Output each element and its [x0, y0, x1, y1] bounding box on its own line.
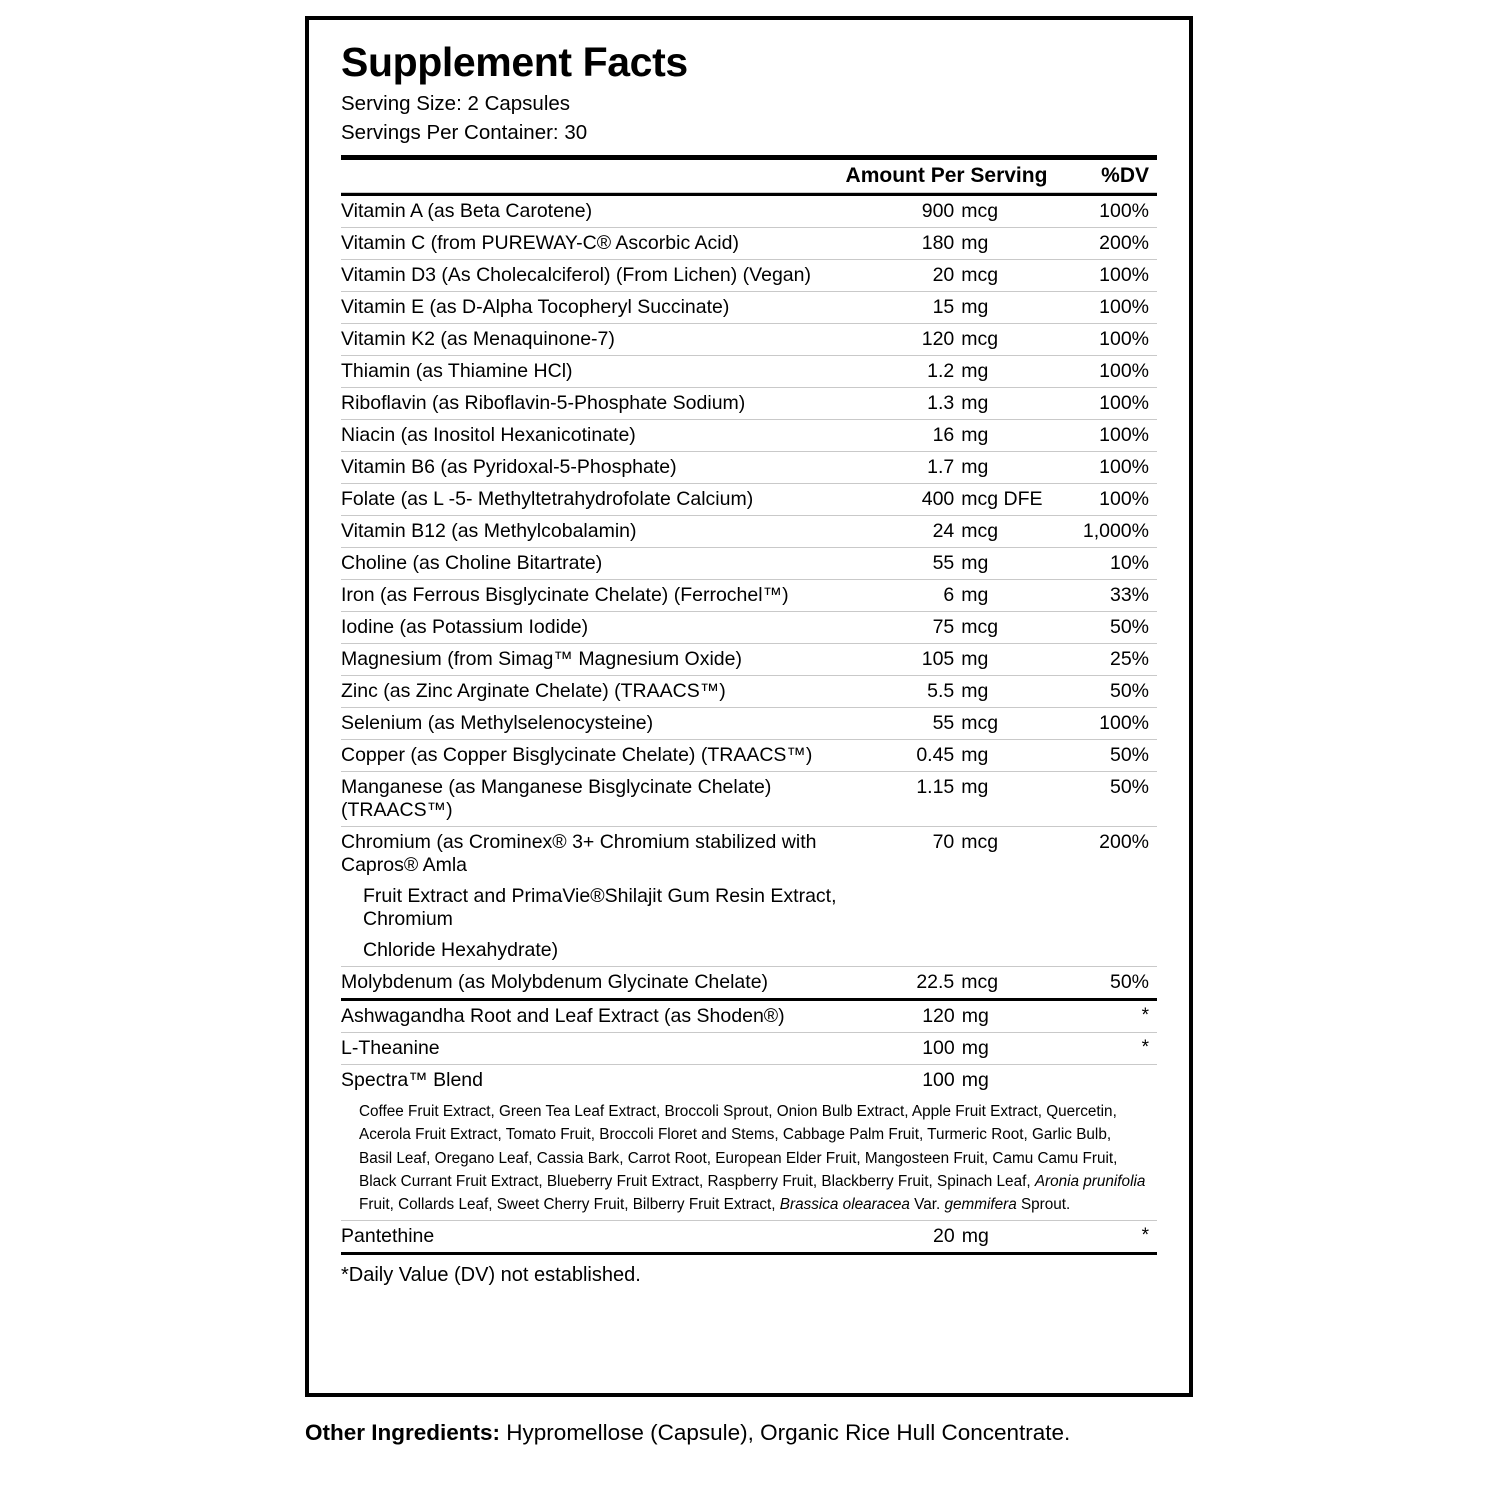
- nutrient-unit: mcg: [961, 196, 1053, 228]
- table-row-blend-ingredients: [341, 1094, 1157, 1221]
- chromium-name-line2: Fruit Extract and PrimaVie®Shilajit Gum Resin Extract, Chromium: [363, 885, 837, 931]
- nutrient-name: Vitamin B12 (as Methylcobalamin): [341, 516, 859, 548]
- nutrient-amount: 5.5: [859, 676, 962, 708]
- nutrient-amount: 105: [859, 644, 962, 676]
- table-row-molybdenum: [341, 967, 1157, 999]
- nutrient-dv: 25%: [1053, 644, 1157, 676]
- nutrient-unit: mcg: [961, 708, 1053, 740]
- nutrient-dv: 1,000%: [1053, 516, 1157, 548]
- nutrient-unit: mg: [961, 420, 1053, 452]
- nutrient-unit: mg: [961, 580, 1053, 612]
- nutrient-unit: mcg: [961, 516, 1053, 548]
- nutrient-unit: mg: [961, 676, 1053, 708]
- nutrient-name: Vitamin B6 (as Pyridoxal-5-Phosphate): [341, 452, 859, 484]
- nutrient-unit: mg: [961, 356, 1053, 388]
- nutrient-amount: 0.45: [859, 740, 962, 772]
- table-row: [341, 516, 1157, 548]
- nutrient-name: Selenium (as Methylselenocysteine): [341, 708, 859, 740]
- nutrient-dv: 100%: [1053, 324, 1157, 356]
- chromium-name-line3: Chloride Hexahydrate): [363, 939, 559, 962]
- serving-size: Serving Size: 2 Capsules: [341, 92, 571, 115]
- other-ingredients-text: Hypromellose (Capsule), Organic Rice Hull Concentrate.: [506, 1420, 1071, 1445]
- table-row: [341, 324, 1157, 356]
- botanical-dv: *: [1053, 1001, 1157, 1033]
- nutrient-dv: 100%: [1053, 260, 1157, 292]
- botanical-amount: 100: [859, 1033, 962, 1065]
- nutrient-name: Vitamin D3 (As Cholecalciferol) (From Lichen) (Vegan): [341, 260, 859, 292]
- nutrient-amount: 15: [859, 292, 962, 324]
- nutrient-dv: 100%: [1053, 708, 1157, 740]
- pantethine-amount: 20: [933, 1225, 955, 1248]
- nutrient-unit: mg: [961, 292, 1053, 324]
- nutrient-dv: 100%: [1053, 292, 1157, 324]
- table-row: [341, 388, 1157, 420]
- other-ingredients: [305, 1418, 1205, 1448]
- nutrient-amount: 55: [859, 708, 962, 740]
- nutrient-name: Iodine (as Potassium Iodide): [341, 612, 859, 644]
- nutrient-amount: 1.3: [859, 388, 962, 420]
- table-row: [341, 452, 1157, 484]
- nutrient-amount: 1.7: [859, 452, 962, 484]
- table-row: [341, 292, 1157, 324]
- nutrient-name: Choline (as Choline Bitartrate): [341, 548, 859, 580]
- nutrient-unit: mg: [961, 644, 1053, 676]
- nutrient-name: Vitamin E (as D-Alpha Tocopheryl Succinate): [341, 292, 859, 324]
- nutrient-unit: mg: [961, 452, 1053, 484]
- blend-name: Spectra™ Blend: [341, 1069, 483, 1092]
- nutrient-unit: mg: [961, 740, 1053, 772]
- nutrient-name: Iron (as Ferrous Bisglycinate Chelate) (Ferrochel™): [341, 580, 859, 612]
- nutrient-name: Niacin (as Inositol Hexanicotinate): [341, 420, 859, 452]
- pantethine-unit: mg: [961, 1225, 989, 1248]
- nutrient-dv: 100%: [1053, 388, 1157, 420]
- nutrient-unit: mcg: [961, 324, 1053, 356]
- blend-unit: mg: [961, 1069, 989, 1092]
- chromium-amount: 70: [859, 827, 962, 967]
- blend-amount: 100: [922, 1069, 955, 1092]
- table-row: [341, 548, 1157, 580]
- nutrient-dv: 50%: [1053, 612, 1157, 644]
- table-header-row: [341, 160, 1157, 193]
- supplement-facts-panel: [305, 16, 1193, 1397]
- table-row: [341, 420, 1157, 452]
- molybdenum-amount: 22.5: [916, 971, 955, 994]
- nutrient-amount: 900: [859, 196, 962, 228]
- nutrient-amount: 55: [859, 548, 962, 580]
- blend-ingredients-cell: [341, 1094, 1157, 1221]
- table-row-pantethine: [341, 1221, 1157, 1253]
- nutrient-unit: mcg DFE: [961, 484, 1053, 516]
- molybdenum-unit: mcg: [961, 971, 999, 994]
- chromium-name: [341, 827, 859, 967]
- nutrient-dv: 50%: [1053, 676, 1157, 708]
- nutrient-dv: 100%: [1053, 196, 1157, 228]
- nutrient-name: Folate (as L -5- Methyltetrahydrofolate Calcium): [341, 484, 859, 516]
- botanical-dv: *: [1053, 1033, 1157, 1065]
- table-row: [341, 1033, 1157, 1065]
- nutrient-dv: 100%: [1053, 420, 1157, 452]
- nutrient-name: Riboflavin (as Riboflavin-5-Phosphate Sodium): [341, 388, 859, 420]
- nutrient-amount: 16: [859, 420, 962, 452]
- chromium-name-line1: Chromium (as Crominex® 3+ Chromium stabilized with Capros® Amla: [341, 831, 817, 877]
- nutrient-amount: 400: [859, 484, 962, 516]
- molybdenum-name: Molybdenum (as Molybdenum Glycinate Chelate): [341, 971, 769, 994]
- nutrient-name: Thiamin (as Thiamine HCl): [341, 356, 859, 388]
- chromium-unit: mcg: [961, 827, 1053, 967]
- table-row: [341, 1001, 1157, 1033]
- nutrient-table: [341, 160, 1157, 193]
- nutrient-name: Vitamin A (as Beta Carotene): [341, 196, 859, 228]
- daily-value-footnote: *Daily Value (DV) not established.: [341, 1264, 641, 1287]
- table-row: [341, 580, 1157, 612]
- botanical-unit: mg: [962, 1033, 1054, 1065]
- header-percent-dv: %DV: [1054, 160, 1157, 193]
- header-amount-per-serving: Amount Per Serving: [846, 160, 1055, 193]
- pantethine-dv: *: [1141, 1225, 1149, 1247]
- table-row: [341, 644, 1157, 676]
- nutrient-amount: 24: [859, 516, 962, 548]
- table-row: [341, 196, 1157, 228]
- molybdenum-dv: 50%: [1109, 971, 1149, 994]
- nutrient-dv: 100%: [1053, 452, 1157, 484]
- nutrient-dv: 100%: [1053, 356, 1157, 388]
- botanical-name: L-Theanine: [341, 1033, 859, 1065]
- botanical-unit: mg: [962, 1001, 1054, 1033]
- table-row: [341, 356, 1157, 388]
- nutrient-unit: mg: [961, 388, 1053, 420]
- nutrient-amount: 1.15: [859, 772, 962, 827]
- nutrient-name: Manganese (as Manganese Bisglycinate Chelate) (TRAACS™): [341, 772, 859, 827]
- nutrient-amount: 20: [859, 260, 962, 292]
- other-ingredients-label: Other Ingredients:: [305, 1420, 501, 1445]
- table-row: [341, 708, 1157, 740]
- nutrient-unit: mg: [961, 548, 1053, 580]
- nutrient-unit: mg: [961, 772, 1053, 827]
- nutrient-dv: 50%: [1053, 772, 1157, 827]
- chromium-dv: 200%: [1053, 827, 1157, 967]
- nutrient-name: Magnesium (from Simag™ Magnesium Oxide): [341, 644, 859, 676]
- table-row: [341, 740, 1157, 772]
- pantethine-name: Pantethine: [341, 1225, 435, 1248]
- nutrient-dv: 50%: [1053, 740, 1157, 772]
- nutrient-name: Vitamin K2 (as Menaquinone-7): [341, 324, 859, 356]
- table-row: [341, 612, 1157, 644]
- blend-dv: [1053, 1065, 1157, 1095]
- nutrient-rows-table: [341, 196, 1157, 998]
- table-row: [341, 772, 1157, 827]
- botanical-amount: 120: [859, 1001, 962, 1033]
- nutrient-amount: 1.2: [859, 356, 962, 388]
- nutrient-dv: 100%: [1053, 484, 1157, 516]
- botanical-name: Ashwagandha Root and Leaf Extract (as Shoden®): [341, 1001, 859, 1033]
- servings-per-container: Servings Per Container: 30: [341, 121, 588, 145]
- nutrient-unit: mcg: [961, 612, 1053, 644]
- blend-ingredients: Coffee Fruit Extract, Green Tea Leaf Extract, Broccoli Sprout, Onion Bulb Extract, Apple Fruit Extract, Quercetin, Acerola Fruit Extract, Tomato Fruit, Broccoli Floret and Stems, Cabbage Palm Fruit, Turmeric Root, Garlic Bulb, Basil Leaf, Oregano Leaf, Cassia Bark, Carrot Root, European Elder Fruit, Mangosteen Fruit, Camu Camu Fruit, Black Currant Fruit Extract, Blueberry Fruit Extract, Raspberry Fruit, Blackberry Fruit, Spinach Leaf, Aronia prunifolia Fruit, Collards Leaf, Sweet Cherry Fruit, Bilberry Fruit Extract, Brassica olearacea Var. gemmifera Sprout.: [359, 1103, 1146, 1214]
- nutrient-name: Vitamin C (from PUREWAY-C® Ascorbic Acid): [341, 228, 859, 260]
- nutrient-name: Copper (as Copper Bisglycinate Chelate) (TRAACS™): [341, 740, 859, 772]
- nutrient-amount: 120: [859, 324, 962, 356]
- nutrient-amount: 180: [859, 228, 962, 260]
- nutrient-unit: mcg: [961, 260, 1053, 292]
- nutrient-amount: 6: [859, 580, 962, 612]
- table-row: [341, 484, 1157, 516]
- table-row: [341, 228, 1157, 260]
- divider-footnote: [341, 1252, 1157, 1255]
- table-row-chromium: [341, 827, 1157, 967]
- table-row: [341, 260, 1157, 292]
- table-row-blend: [341, 1065, 1157, 1095]
- nutrient-amount: 75: [859, 612, 962, 644]
- nutrient-dv: 10%: [1053, 548, 1157, 580]
- nutrient-name: Zinc (as Zinc Arginate Chelate) (TRAACS™): [341, 676, 859, 708]
- nutrient-dv: 200%: [1053, 228, 1157, 260]
- header-blank: [341, 160, 846, 193]
- nutrient-unit: mg: [961, 228, 1053, 260]
- nutrient-dv: 33%: [1053, 580, 1157, 612]
- table-row: [341, 676, 1157, 708]
- botanical-table: [341, 1001, 1157, 1252]
- page-title: Supplement Facts: [341, 39, 688, 85]
